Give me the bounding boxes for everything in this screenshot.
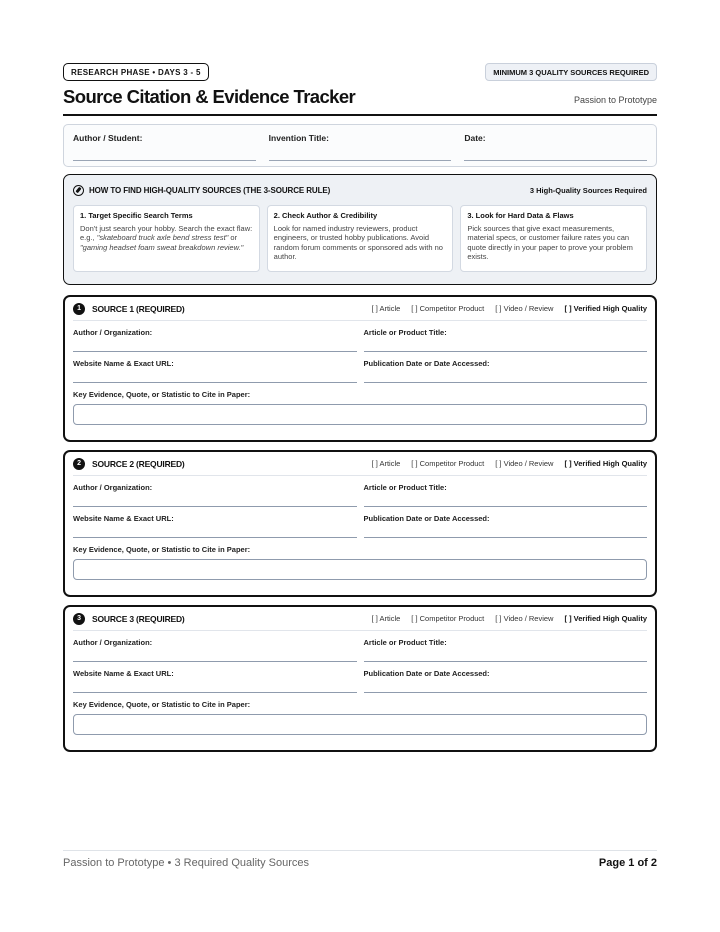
article-title-field[interactable] — [364, 476, 648, 507]
evidence-input[interactable] — [73, 559, 647, 580]
phase-badge: RESEARCH PHASE • DAYS 3 - 5 — [63, 63, 209, 81]
website-url-label: Website Name & Exact URL: — [73, 669, 174, 678]
type-article-checkbox[interactable]: [ ] Article — [371, 459, 401, 468]
worksheet-page — [63, 63, 657, 752]
source-title: SOURCE 3 (REQUIRED) — [92, 613, 185, 624]
source-header — [73, 607, 647, 631]
type-video-checkbox[interactable]: [ ] Video / Review — [495, 614, 554, 623]
howto-requirement: 3 High-Quality Sources Required — [529, 185, 647, 195]
type-video-checkbox[interactable]: [ ] Video / Review — [495, 459, 554, 468]
tip-example: "skateboard truck axle bend stress test" — [96, 233, 229, 243]
type-article-checkbox[interactable]: [ ] Article — [371, 304, 401, 313]
source-title-wrap — [73, 303, 185, 315]
author-org-field[interactable] — [73, 631, 357, 662]
source-header — [73, 297, 647, 321]
publication-date-label: Publication Date or Date Accessed: — [363, 514, 490, 523]
evidence-input[interactable] — [73, 404, 647, 425]
source-title: SOURCE 2 (REQUIRED) — [92, 458, 185, 469]
tip-body: Look for named industry reviewers, product engineers, or trusted hobby publications. Avoid random forum comments or sponsored ads with no author. — [273, 224, 443, 261]
source-type-options — [361, 459, 647, 468]
date-label: Date: — [464, 133, 486, 143]
source-type-options — [361, 614, 647, 623]
tip-card — [73, 205, 260, 272]
type-competitor-checkbox[interactable]: [ ] Competitor Product — [411, 614, 485, 623]
website-url-line[interactable] — [73, 537, 357, 538]
publication-date-field[interactable] — [364, 507, 648, 538]
type-article-checkbox[interactable]: [ ] Article — [371, 614, 401, 623]
date-field[interactable] — [464, 125, 647, 166]
website-url-line[interactable] — [73, 382, 357, 383]
tip-body-text: Don't just search your hobby. Search the exact flaw: e.g., — [80, 224, 253, 243]
evidence-label: Key Evidence, Quote, or Statistic to Cite in Paper: — [73, 390, 251, 399]
source-card-3 — [63, 605, 657, 752]
tip-title: 3. Look for Hard Data & Flaws — [467, 211, 574, 220]
howto-box — [63, 174, 657, 285]
type-verified-checkbox[interactable]: [ ] Verified High Quality — [564, 614, 647, 623]
tip-card — [460, 205, 647, 272]
author-org-label: Author / Organization: — [73, 638, 153, 647]
source-fields-row — [73, 662, 647, 693]
article-title-label: Article or Product Title: — [363, 328, 447, 337]
type-video-checkbox[interactable]: [ ] Video / Review — [495, 304, 554, 313]
source-fields-row — [73, 631, 647, 662]
source-card-1 — [63, 295, 657, 442]
publication-date-line[interactable] — [364, 537, 648, 538]
title-row — [63, 86, 657, 116]
author-student-field[interactable] — [73, 125, 256, 166]
page-footer — [63, 850, 657, 869]
source-title-wrap — [73, 458, 185, 470]
source-title-wrap — [73, 613, 185, 625]
author-org-field[interactable] — [73, 476, 357, 507]
brand-label: Passion to Prototype — [573, 95, 657, 105]
date-line[interactable] — [464, 160, 647, 161]
tip-body-text: or — [228, 233, 238, 243]
article-title-label: Article or Product Title: — [363, 483, 447, 492]
type-verified-checkbox[interactable]: [ ] Verified High Quality — [564, 459, 647, 468]
tip-body: Pick sources that give exact measurements, material specs, or customer failure rates you can quote directly in your paper to prove your problem exists. — [467, 224, 633, 261]
howto-title-wrap — [73, 185, 330, 196]
website-url-label: Website Name & Exact URL: — [73, 359, 174, 368]
page-title: Source Citation & Evidence Tracker — [63, 86, 356, 107]
source-number-badge: 2 — [73, 458, 85, 470]
source-header — [73, 452, 647, 476]
website-url-field[interactable] — [73, 662, 357, 693]
minimum-sources-badge: MINIMUM 3 QUALITY SOURCES REQUIRED — [485, 63, 657, 81]
type-competitor-checkbox[interactable]: [ ] Competitor Product — [411, 304, 485, 313]
howto-title: HOW TO FIND HIGH-QUALITY SOURCES (THE 3-SOURCE RULE) — [89, 185, 331, 195]
tip-body — [80, 224, 253, 252]
type-competitor-checkbox[interactable]: [ ] Competitor Product — [411, 459, 485, 468]
invention-title-field[interactable] — [269, 125, 452, 166]
tips-row — [73, 205, 647, 272]
evidence-label: Key Evidence, Quote, or Statistic to Cite in Paper: — [73, 700, 251, 709]
type-verified-checkbox[interactable]: [ ] Verified High Quality — [564, 304, 647, 313]
website-url-field[interactable] — [73, 352, 357, 383]
website-url-line[interactable] — [73, 692, 357, 693]
invention-title-line[interactable] — [269, 160, 452, 161]
author-student-label: Author / Student: — [73, 133, 143, 143]
author-org-label: Author / Organization: — [73, 328, 153, 337]
source-fields-row — [73, 321, 647, 352]
tip-title: 2. Check Author & Credibility — [273, 211, 378, 220]
howto-header — [73, 175, 647, 205]
author-student-line[interactable] — [73, 160, 256, 161]
publication-date-line[interactable] — [364, 692, 648, 693]
article-title-label: Article or Product Title: — [363, 638, 447, 647]
source-title: SOURCE 1 (REQUIRED) — [92, 303, 185, 314]
website-url-field[interactable] — [73, 507, 357, 538]
publication-date-label: Publication Date or Date Accessed: — [363, 669, 490, 678]
article-title-field[interactable] — [364, 321, 648, 352]
evidence-label: Key Evidence, Quote, or Statistic to Cite in Paper: — [73, 545, 251, 554]
invention-title-label: Invention Title: — [268, 133, 329, 143]
tip-title: 1. Target Specific Search Terms — [80, 211, 193, 220]
source-number-badge: 1 — [73, 303, 85, 315]
publication-date-field[interactable] — [364, 352, 648, 383]
source-type-options — [361, 304, 647, 313]
publication-date-label: Publication Date or Date Accessed: — [363, 359, 490, 368]
website-url-label: Website Name & Exact URL: — [73, 514, 174, 523]
tip-example: "gaming headset foam sweat breakdown review." — [80, 242, 244, 252]
publication-date-line[interactable] — [364, 382, 648, 383]
source-fields-row — [73, 352, 647, 383]
source-card-2 — [63, 450, 657, 597]
source-number-badge: 3 — [73, 613, 85, 625]
publication-date-field[interactable] — [364, 662, 648, 693]
author-org-field[interactable] — [73, 321, 357, 352]
article-title-field[interactable] — [364, 631, 648, 662]
top-row — [63, 63, 657, 81]
footer-left-text: Passion to Prototype • 3 Required Quality Sources — [63, 857, 309, 869]
page-number: Page 1 of 2 — [598, 857, 657, 869]
compass-icon — [73, 185, 84, 196]
tip-card — [267, 205, 454, 272]
student-info-box — [63, 124, 657, 167]
sources-list — [63, 295, 657, 752]
source-fields-row — [73, 476, 647, 507]
evidence-input[interactable] — [73, 714, 647, 735]
source-fields-row — [73, 507, 647, 538]
author-org-label: Author / Organization: — [73, 483, 153, 492]
